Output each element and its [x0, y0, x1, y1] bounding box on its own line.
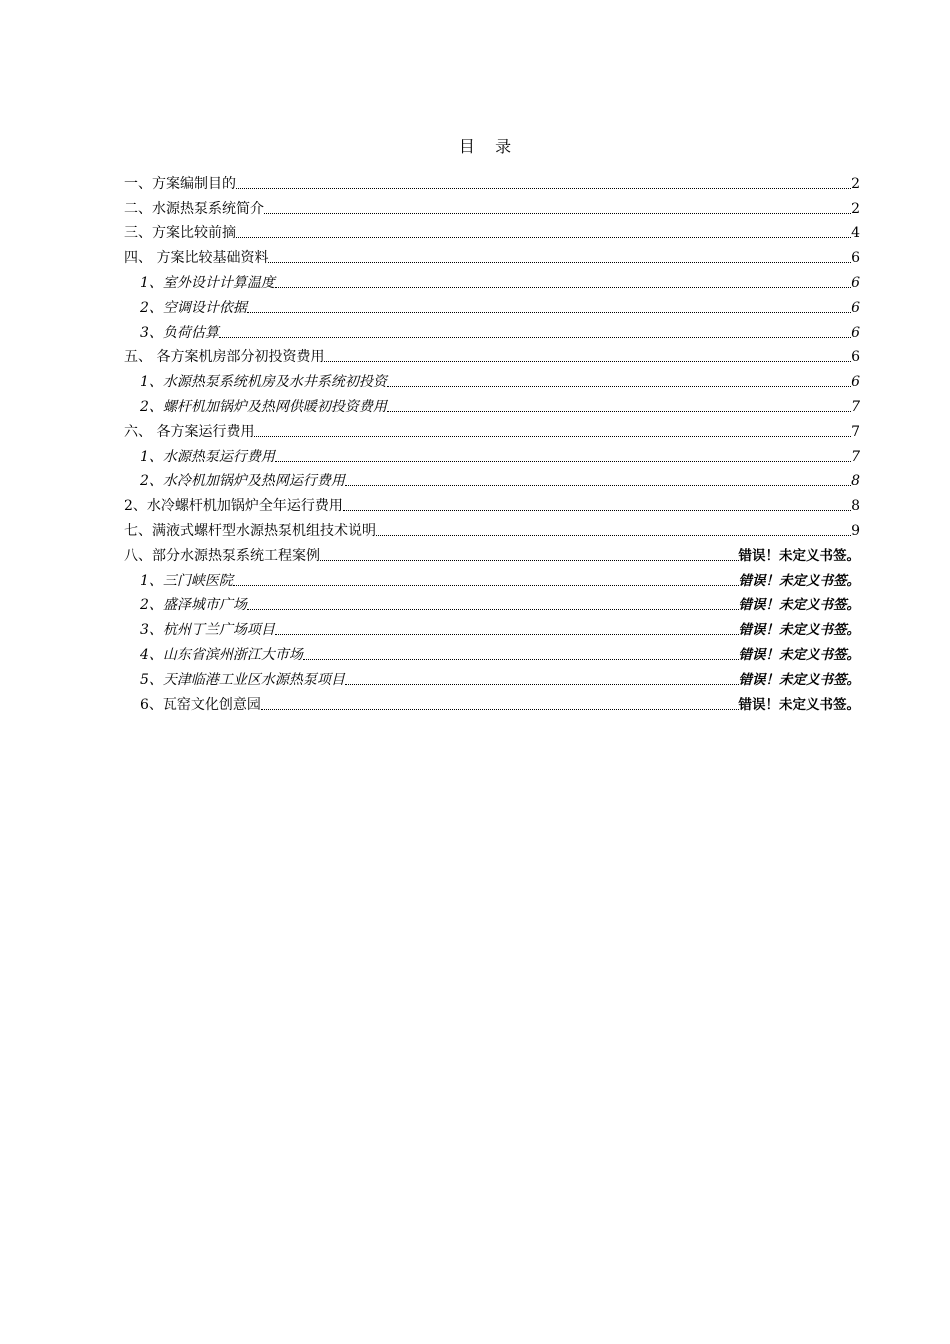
toc-entry-text: 六、 各方案运行费用	[124, 423, 255, 440]
toc-dot-leader	[376, 535, 851, 536]
toc-entry-text: 2、螺杆机加锅炉及热网供暖初投资费用	[140, 398, 387, 415]
toc-entry[interactable]	[124, 639, 860, 664]
toc-entry[interactable]	[124, 590, 860, 615]
toc-page-number: 2	[851, 200, 860, 217]
toc-entry-text: 四、 方案比较基础资料	[124, 250, 269, 267]
toc-page-number: 6	[851, 349, 860, 366]
toc-entry[interactable]	[124, 614, 860, 639]
toc-bookmark-error: 错误！未定义书签。	[738, 646, 860, 663]
toc-entry[interactable]	[124, 689, 860, 714]
toc-dot-leader	[324, 361, 851, 362]
toc-entry-text: 1、三门峡医院	[140, 572, 233, 589]
toc-page-number: 8	[851, 473, 860, 490]
toc-dot-leader	[275, 461, 851, 462]
toc-dot-leader	[275, 287, 851, 288]
toc-page-number: 6	[851, 250, 860, 267]
toc-entry-text: 一、方案编制目的	[124, 175, 236, 192]
toc-page-number: 6	[851, 274, 860, 291]
toc-entry[interactable]	[124, 565, 860, 590]
toc-entry-text: 3、杭州丁兰广场项目	[140, 622, 275, 639]
toc-entry-text: 1、室外设计计算温度	[140, 274, 275, 291]
toc-page-number: 7	[851, 398, 860, 415]
toc-dot-leader	[303, 659, 739, 660]
toc-entry-text: 5、天津临港工业区水源热泵项目	[140, 671, 345, 688]
toc-dot-leader	[275, 634, 739, 635]
toc-entry-text: 6、瓦窑文化创意园	[140, 696, 261, 713]
toc-entry-text: 3、负荷估算	[140, 324, 219, 341]
toc-page-number: 7	[851, 448, 860, 465]
toc-entry-text: 二、水源热泵系统简介	[124, 200, 264, 217]
toc-entry-text: 2、空调设计依据	[140, 299, 247, 316]
toc-entry[interactable]	[124, 168, 860, 193]
toc-entry-text: 2、盛泽城市广场	[140, 597, 247, 614]
toc-list	[124, 168, 860, 714]
toc-page-number: 6	[851, 374, 860, 391]
toc-dot-leader	[320, 560, 739, 561]
toc-entry[interactable]	[124, 490, 860, 515]
toc-dot-leader	[387, 411, 851, 412]
toc-entry[interactable]	[124, 515, 860, 540]
toc-entry-text: 4、山东省滨州浙江大市场	[140, 646, 303, 663]
toc-entry-text: 五、 各方案机房部分初投资费用	[124, 349, 325, 366]
toc-page-number: 2	[851, 175, 860, 192]
toc-page-number: 8	[851, 498, 860, 515]
toc-dot-leader	[264, 213, 851, 214]
toc-page-number: 9	[851, 522, 860, 539]
toc-entry[interactable]	[124, 342, 860, 367]
toc-dot-leader	[219, 337, 851, 338]
toc-dot-leader	[345, 485, 851, 486]
toc-title: 目 录	[458, 137, 512, 156]
toc-dot-leader	[261, 709, 739, 710]
toc-dot-leader	[343, 510, 851, 511]
toc-dot-leader	[345, 684, 739, 685]
toc-entry-text: 三、方案比较前摘	[124, 225, 236, 242]
toc-dot-leader	[387, 386, 851, 387]
toc-bookmark-error: 错误！未定义书签。	[738, 547, 860, 564]
toc-entry[interactable]	[124, 416, 860, 441]
toc-entry-text: 2、水冷机加锅炉及热网运行费用	[140, 473, 345, 490]
toc-bookmark-error: 错误！未定义书签。	[738, 696, 860, 713]
toc-dot-leader	[268, 262, 851, 263]
toc-entry-text: 1、水源热泵运行费用	[140, 448, 275, 465]
toc-dot-leader	[247, 312, 851, 313]
toc-entry[interactable]	[124, 664, 860, 689]
toc-entry-text: 八、部分水源热泵系统工程案例	[124, 547, 320, 564]
toc-dot-leader	[254, 436, 851, 437]
toc-entry-text: 2、水冷螺杆机加锅炉全年运行费用	[124, 498, 343, 515]
toc-dot-leader	[247, 609, 739, 610]
toc-entry[interactable]	[124, 317, 860, 342]
toc-entry[interactable]	[124, 441, 860, 466]
toc-entry[interactable]	[124, 242, 860, 267]
toc-entry[interactable]	[124, 193, 860, 218]
toc-page-number: 4	[851, 225, 860, 242]
toc-dot-leader	[233, 585, 739, 586]
toc-bookmark-error: 错误！未定义书签。	[738, 671, 860, 688]
toc-page-number: 6	[851, 299, 860, 316]
toc-entry[interactable]	[124, 391, 860, 416]
toc-entry-text: 1、水源热泵系统机房及水井系统初投资	[140, 374, 387, 391]
toc-bookmark-error: 错误！未定义书签。	[738, 572, 860, 589]
toc-bookmark-error: 错误！未定义书签。	[738, 597, 860, 614]
toc-entry[interactable]	[124, 267, 860, 292]
toc-entry[interactable]	[124, 366, 860, 391]
toc-dot-leader	[236, 237, 851, 238]
toc-dot-leader	[236, 188, 851, 189]
toc-bookmark-error: 错误！未定义书签。	[738, 622, 860, 639]
toc-entry[interactable]	[124, 218, 860, 243]
toc-entry[interactable]	[124, 292, 860, 317]
toc-entry[interactable]	[124, 540, 860, 565]
toc-entry[interactable]	[124, 466, 860, 491]
toc-entry-text: 七、满液式螺杆型水源热泵机组技术说明	[124, 522, 376, 539]
toc-page-number: 7	[851, 423, 860, 440]
toc-page-number: 6	[851, 324, 860, 341]
